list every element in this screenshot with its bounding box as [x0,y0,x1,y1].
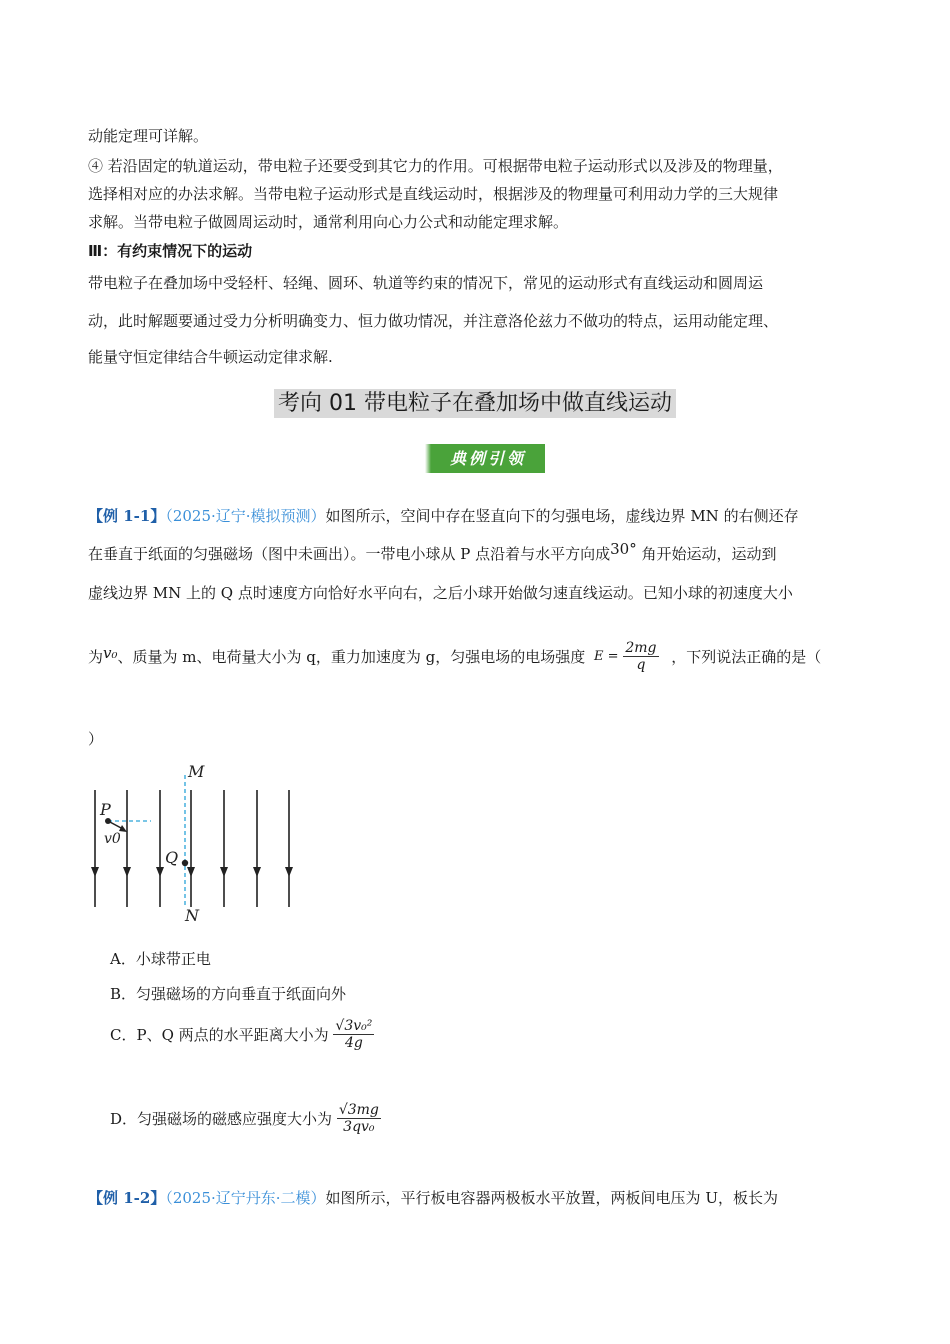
ex1-line-1 [88,505,799,526]
label-p: P [100,800,111,819]
field-arrowheads [91,867,293,877]
ex1-line-4 [88,640,821,673]
intro-line-3: 选择相对应的办法求解。当带电粒子运动形式是直线运动时，根据涉及的物理量可利用动力学的三大规律 [88,185,779,203]
ex1-text-2b: 角开始运动，运动到 [636,545,777,563]
field-diagram [85,757,305,927]
ex1-e-fraction [623,640,658,673]
ex1-line-3: 虚线边界 MN 上的 Q 点时速度方向恰好水平向右，之后小球开始做匀速直线运动。已知小球的初速度大小 [88,584,793,602]
topic-title-text: 考向 01 带电粒子在叠加场中做直线运动 [274,389,676,418]
ex2-source: （2025·辽宁丹东·二模） [165,1189,326,1207]
option-a: A．小球带正电 [110,950,211,968]
label-q: Q [165,848,179,867]
option-c [110,1018,374,1051]
ex1-text-4a: 为 [88,648,104,666]
label-v0: v0 [104,831,121,847]
ex1-angle: 30° [610,540,637,558]
ex1-text-4c: ，下列说法正确的是（ [671,648,822,666]
section-para-2: 动，此时解题要通过受力分析明确变力、恒力做功情况，并注意洛伦兹力不做功的特点，运用动能定理、 [88,312,779,330]
ex1-e-lhs: E = [594,649,619,664]
ex1-text-4b: 、质量为 m、电荷量大小为 q，重力加速度为 g，匀强电场的电场强度 [117,648,586,666]
ex1-e-denominator: q [636,657,646,673]
option-d-text: D．匀强磁场的磁感应强度大小为 [110,1110,333,1128]
option-b: B．匀强磁场的方向垂直于纸面向外 [110,985,347,1003]
option-d-fraction [337,1102,381,1135]
field-lines [95,790,289,907]
ex1-v0: v₀ [103,643,118,662]
option-c-text: C．P、Q 两点的水平距离大小为 [110,1026,329,1044]
ex1-text-2a: 在垂直于纸面的匀强磁场（图中未画出）。一带电小球从 P 点沿着与水平方向成 [88,545,611,563]
ex1-line-5: ） [88,730,104,748]
topic-title [0,386,950,417]
intro-line-1: 动能定理可详解。 [88,127,209,145]
ex1-tag: 【例 1-1】 [88,507,166,525]
option-d [110,1102,381,1135]
ex2-text-1: 如图所示，平行板电容器两极板水平放置，两板间电压为 U，板长为 [325,1189,778,1207]
ex1-e-numerator: 2mg [625,640,657,656]
point-q [182,860,188,866]
intro-line-2: ④ 若沿固定的轨道运动，带电粒子还要受到其它力的作用。可根据带电粒子运动形式以及涉及的物理量， [88,157,783,175]
ex1-line-2 [88,540,777,564]
ex2-line-1 [88,1187,778,1208]
option-c-denominator: 4g [344,1035,363,1051]
option-c-fraction [333,1018,374,1051]
intro-line-4: 求解。当带电粒子做圆周运动时，通常利用向心力公式和动能定理求解。 [88,213,569,231]
section-para-1: 带电粒子在叠加场中受轻杆、轻绳、圆环、轨道等约束的情况下，常见的运动形式有直线运动和圆周运 [88,274,764,292]
option-d-numerator: √3mg [338,1102,379,1118]
ex2-tag: 【例 1-2】 [88,1189,166,1207]
section-heading: Ⅲ：有约束情况下的运动 [88,242,253,260]
example-badge: 典例引领 [431,444,545,473]
ex1-source: （2025·辽宁·模拟预测） [165,507,326,525]
option-c-numerator: √3v₀² [335,1018,373,1034]
ex1-text-1: 如图所示，空间中存在竖直向下的匀强电场，虚线边界 MN 的右侧还存 [325,507,799,525]
option-d-denominator: 3qv₀ [343,1119,375,1135]
label-n: N [185,906,199,925]
label-m: M [188,762,205,781]
section-para-3: 能量守恒定律结合牛顿运动定律求解. [88,348,333,366]
